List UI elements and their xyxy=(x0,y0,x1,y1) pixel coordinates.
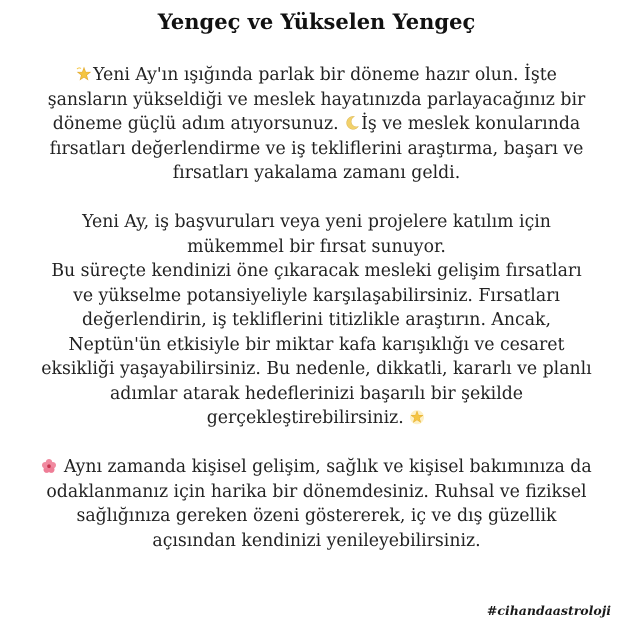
text-line xyxy=(6,112,627,137)
text-line: Bu süreçte kendinizi öne çıkaracak mesleki gelişim fırsatları xyxy=(51,261,582,281)
hibiscus-flower-icon xyxy=(41,458,57,474)
line-text: döneme güçlü adım atıyorsunuz. xyxy=(52,114,345,134)
crescent-moon-icon xyxy=(344,115,360,131)
glowing-star-icon xyxy=(409,409,425,425)
paragraph-intro xyxy=(6,63,627,186)
text-line: değerlendirin, iş tekliflerini titizlikle araştırın. Ancak, xyxy=(82,310,551,330)
line-text: İş ve meslek konularında xyxy=(361,114,581,134)
hashtag-signature: #cihandaastroloji xyxy=(486,603,611,618)
paragraph-spacer xyxy=(6,186,627,211)
text-line: Neptün'ün etkisiyle bir miktar kafa karışıklığı ve cesaret xyxy=(68,334,565,355)
text-line: adımlar atarak hedeflerinizi başarılı bir şekilde xyxy=(109,383,524,404)
page-title: Yengeç ve Yükselen Yengeç xyxy=(157,9,476,34)
text-line: şansların yükseldiği ve meslek hayatınızda parlayacağınız bir xyxy=(47,89,586,110)
text-line: sağlığınıza gereken özeni göstererek, iç ve dış güzellik xyxy=(76,506,557,526)
paragraph-new-moon xyxy=(6,210,627,431)
text-line xyxy=(6,455,627,480)
text-line: ve yükselme potansiyeliyle karşılaşabilirsiniz. Fırsatları xyxy=(73,285,560,306)
text-line: odaklanmanız için harika bir dönemdesiniz. Ruhsal ve fiziksel xyxy=(46,481,587,502)
dizzy-star-icon xyxy=(76,66,92,82)
text-line: açısından kendinizi yenileyebilirsiniz. xyxy=(152,530,481,551)
horoscope-body xyxy=(6,63,627,553)
paragraph-spacer xyxy=(6,431,627,456)
text-line: fırsatları yakalama zamanı geldi. xyxy=(172,163,461,183)
text-line: Yeni Ay, iş başvuruları veya yeni projelere katılım için xyxy=(82,212,551,232)
text-line: mükemmel bir fırsat sunuyor. xyxy=(187,236,446,257)
line-text: Aynı zamanda kişisel gelişim, sağlık ve kişisel bakımınıza da xyxy=(58,457,592,477)
line-text: gerçekleştirebilirsiniz. xyxy=(206,408,410,428)
paragraph-self-care xyxy=(6,455,627,553)
text-line xyxy=(6,406,627,431)
text-line: fırsatları değerlendirme ve iş tekliflerini araştırma, başarı ve xyxy=(49,138,584,159)
text-line: eksikliği yaşayabilirsiniz. Bu nedenle, dikkatli, kararlı ve planlı xyxy=(41,359,592,379)
text-line xyxy=(6,63,627,88)
line-text: Yeni Ay'ın ışığında parlak bir döneme hazır olun. İşte xyxy=(93,65,557,85)
